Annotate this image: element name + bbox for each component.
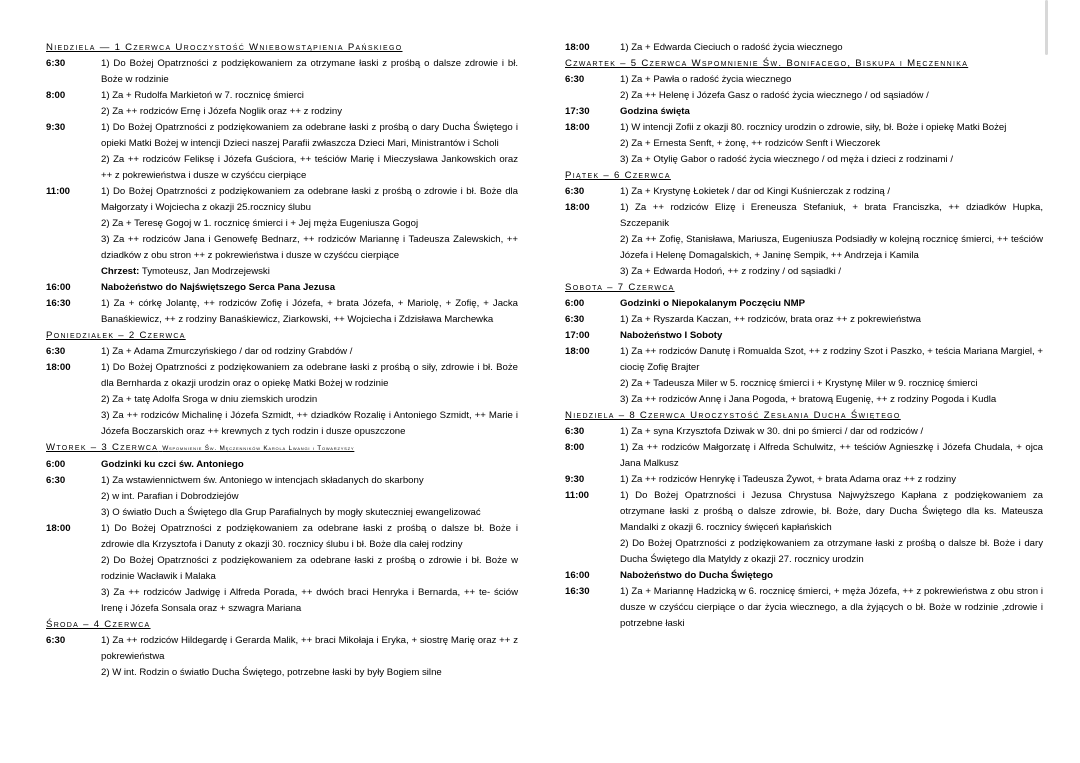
mass-row (46, 280, 518, 296)
mass-intentions (620, 40, 1043, 56)
mass-intentions (101, 344, 518, 360)
mass-time: 6:30 (565, 186, 585, 197)
mass-intentions (620, 72, 1043, 104)
intention: 1) Za + Edwarda Cieciuch o radość życia wiecznego (620, 42, 843, 53)
intention: 1) Do Bożej Opatrzności z podziękowaniem za odebrane łaski z prośbą o siły, zdrowie i bł. Boże dla Bernharda z okazji urodzin oraz o opiekę Matki Bożej w rodzinie (101, 362, 518, 389)
day-heading-title: Sobota – 7 Czerwca (565, 282, 675, 293)
scrollbar[interactable] (1045, 0, 1048, 55)
intention: 1) Do Bożej Opatrzności z podziękowaniem za otrzymane łaski z prośbą o dalsze zdrowie i bł. Boże w rodzinie (101, 58, 518, 85)
intention: 3) Za ++ rodziców Jana i Genowefę Bednarz, ++ rodziców Mariannę i Tadeusza Zalewskich, ++ dziadków z obu stron ++ z pokrewieństwa i dusze w czyśćcu cierpiące (101, 234, 518, 261)
intention: 2) Za ++ Zofię, Stanisława, Mariusza, Eugeniusza Podsiadły w kolejną rocznicę śmierci, ++ teściów Józefa i Helenę Domagalskich, + Janinę Sempik, ++ Andrzeja i Kamila (620, 234, 1043, 261)
mass-intentions (620, 424, 1043, 440)
intention: 1) Do Bożej Opatrzności i Jezusa Chrystusa Najwyższego Kapłana z podziękowaniem za otrzymane łaski z prośbą o dalsze zdrowie, bł. Boże, dary Ducha Świętego dla ks. Mateusza Mandalki z okazji 6. rocznicy święceń kapłańskich (620, 490, 1043, 533)
intention: 1) Do Bożej Opatrzności z podziękowaniem za odebrane łaski z prośbą o dary Ducha Świętego i opieki Matki Bożej w intencji Dzieci naszej Parafii zwłaszcza Dzieci Mari, Ministrantów i Scholi (101, 122, 518, 149)
mass-row (46, 521, 518, 617)
day-heading (565, 168, 1043, 184)
intention: 3) O światło Duch a Świętego dla Grup Parafialnych by mogły skuteczniej ewangelizować (101, 507, 481, 518)
intention: 1) Za + Rudolfa Markietoń w 7. rocznicę śmierci (101, 90, 304, 101)
intention: 1) Za ++ rodziców Małgorzatę i Alfreda Schulwitz, ++ teściów Agnieszkę i Józefa Chudala, + ojca Jana Malkusz (620, 442, 1043, 469)
intention: 2) Za + Ernesta Senft, + żonę, ++ rodziców Senft i Wieczorek (620, 138, 881, 149)
mass-intentions (620, 472, 1043, 488)
mass-time: 17:30 (565, 106, 590, 117)
intention: 1) Do Bożej Opatrzności z podziękowaniem za odebrane łaski z prośbą o zdrowie i bł. Boże dla Małgorzaty i Wojciecha z okazji 25.rocznicy ślubu (101, 186, 518, 213)
mass-time: 8:00 (46, 90, 66, 101)
intention: 1) Za + Pawła o radość życia wiecznego (620, 74, 792, 85)
mass-time: 11:00 (565, 490, 590, 501)
day-heading-title: Czwartek – 5 Czerwca Wspomnienie Św. Bonifacego, Biskupa i Męczennika (565, 58, 969, 69)
mass-row (565, 40, 1043, 56)
mass-time: 18:00 (46, 523, 71, 534)
mass-time: 6:00 (565, 298, 585, 309)
intention: 3) Za + Otylię Gabor o radość życia wiecznego / od męża i dzieci z rodzinami / (620, 154, 953, 165)
mass-time: 6:30 (46, 346, 66, 357)
mass-intentions (101, 56, 518, 88)
mass-row (565, 200, 1043, 280)
mass-row (46, 56, 518, 88)
mass-row (46, 88, 518, 120)
mass-intentions (101, 633, 518, 681)
mass-row (565, 328, 1043, 344)
day-heading (46, 328, 518, 344)
mass-time: 18:00 (565, 42, 590, 53)
intention: 3) Za ++ rodziców Annę i Jana Pogoda, + bratową Eugenię, ++ z rodziny Pogoda i Kudla (620, 394, 997, 405)
day-heading-title: Wtorek – 3 Czerwca (46, 442, 159, 453)
mass-intentions (620, 184, 1043, 200)
mass-intentions (620, 312, 1043, 328)
service-name: Nabożeństwo I Soboty (620, 330, 723, 341)
mass-row (46, 184, 518, 280)
mass-time: 6:30 (46, 635, 66, 646)
mass-intentions (101, 521, 518, 617)
intention: 1) Do Bożej Opatrzności z podziękowaniem za odebrane łaski z prośbą o dalsze bł. Boże i zdrowie dla Krzysztofa i Danuty z okazji 30. rocznicy ślubu i bł. Boże dla całej rodziny (101, 523, 518, 550)
intention: 2) Za + Teresę Gogoj w 1. rocznicę śmierci i + Jej męża Eugeniusza Gogoj (101, 218, 419, 229)
day-heading-title: Niedziela — 1 Czerwca Uroczystość Wniebowstąpienia Pańskiego (46, 42, 403, 53)
day-heading (565, 56, 1043, 72)
mass-row (565, 184, 1043, 200)
intention: 1) Za ++ rodziców Elizę i Ereneusza Stefaniuk, + brata Franciszka, ++ dziadków Hupka, Szczepanik (620, 202, 1043, 229)
mass-time: 6:30 (565, 426, 585, 437)
mass-time: 16:30 (46, 298, 71, 309)
intention: 1) Za + syna Krzysztofa Dziwak w 30. dni po śmierci / dar od rodziców / (620, 426, 924, 437)
service-name: Nabożeństwo do Ducha Świętego (620, 570, 773, 581)
intention: 2) Za + Tadeusza Miler w 5. rocznicę śmierci i + Krystynę Miler w 9. rocznicę śmierci (620, 378, 978, 389)
mass-row (46, 360, 518, 440)
day-heading (46, 617, 518, 633)
day-heading (565, 408, 1043, 424)
day-heading-title: Niedziela – 8 Czerwca Uroczystość Zesłania Ducha Świętego (565, 410, 901, 421)
day-heading-subtitle: Wspomnienie Św. Męczenników Karola Lwangi i Towarzyszy (162, 445, 355, 452)
mass-row (565, 472, 1043, 488)
intention: 3) Za + Edwarda Hodoń, ++ z rodziny / od sąsiadki / (620, 266, 842, 277)
service-name: Godzinki o Niepokalanym Poczęciu NMP (620, 298, 805, 309)
day-heading (46, 40, 518, 56)
mass-time: 18:00 (46, 362, 71, 373)
intention: 1) Za wstawiennictwem św. Antoniego w intencjach składanych do skarbony (101, 475, 424, 486)
mass-time: 8:00 (565, 442, 585, 453)
mass-intentions (101, 360, 518, 440)
baptism-label: Chrzest: (101, 266, 140, 277)
mass-row (46, 344, 518, 360)
mass-intentions (620, 296, 1043, 312)
intention: 1) Za ++ rodziców Henrykę i Tadeusza Żywot, + brata Adama oraz ++ z rodziny (620, 474, 957, 485)
mass-intentions (101, 473, 518, 521)
mass-intentions (101, 280, 518, 296)
mass-intentions (620, 120, 1043, 168)
mass-row (565, 104, 1043, 120)
intention: 2) W int. Rodzin o światło Ducha Świętego, potrzebne łaski by były Bogiem silne (101, 667, 442, 678)
mass-time: 16:00 (46, 282, 71, 293)
service-name: Nabożeństwo do Najświętszego Serca Pana Jezusa (101, 282, 336, 293)
intention: 2) Do Bożej Opatrzności z podziękowaniem za otrzymane łaski z prośbą o dalsze bł. Boże i dary Ducha Świętego dla Matyldy z okazji 27. rocznicy urodzin (620, 538, 1043, 565)
mass-time: 6:30 (565, 314, 585, 325)
mass-intentions (620, 104, 1043, 120)
mass-row (46, 473, 518, 521)
mass-row (46, 457, 518, 473)
mass-row (565, 488, 1043, 568)
mass-row (565, 120, 1043, 168)
intention (101, 264, 518, 280)
intention: 1) Za ++ rodziców Danutę i Romualda Szot, ++ z rodziny Szot i Paszko, + teścia Mariana Margiel, + ciocię Zofię Brajter (620, 346, 1043, 373)
mass-intentions (620, 328, 1043, 344)
mass-time: 18:00 (565, 122, 590, 133)
mass-row (565, 424, 1043, 440)
mass-time: 11:00 (46, 186, 71, 197)
right-column (565, 40, 1043, 632)
intention: 1) Za + córkę Jolantę, ++ rodziców Zofię i Józefa, + brata Józefa, + Mariolę, + Zofię, + Jacka Banaśkiewicz, ++ z rodziny Banaśkiewicz, Ziarkowski, ++ Wojciecha i Zdzisława Marchewka (101, 298, 518, 325)
mass-time: 18:00 (565, 346, 590, 357)
day-heading (46, 440, 518, 457)
intention: 3) Za ++ rodziców Michalinę i Józefa Szmidt, ++ dziadków Rozalię i Antoniego Szmidt, ++ Marie i Józefa Boczarskich oraz ++ krewnych z tych rodzin i dusze opuszczone (101, 410, 518, 437)
mass-row (565, 440, 1043, 472)
mass-intentions (620, 200, 1043, 280)
intention: 2) Za ++ rodziców Ernę i Józefa Noglik oraz ++ z rodziny (101, 106, 343, 117)
mass-time: 9:30 (565, 474, 585, 485)
left-column (46, 40, 518, 681)
mass-intentions (101, 457, 518, 473)
mass-intentions (620, 344, 1043, 408)
day-heading (565, 280, 1043, 296)
mass-row (46, 120, 518, 184)
mass-intentions (620, 488, 1043, 568)
mass-row (565, 296, 1043, 312)
intention: 1) Za + Adama Zmurczyńskiego / dar od rodziny Grabdów / (101, 346, 353, 357)
mass-time: 16:00 (565, 570, 590, 581)
mass-time: 6:00 (46, 459, 66, 470)
intention: 2) Za ++ rodziców Feliksę i Józefa Guściora, ++ teściów Marię i Mieczysława Jankowskich oraz ++ z pokrewieństwa i dusze w czyśćcu cierpiące (101, 154, 518, 181)
intention: 2) Za + tatę Adolfa Sroga w dniu ziemskich urodzin (101, 394, 318, 405)
mass-time: 6:30 (565, 74, 585, 85)
intention: 2) Za ++ Helenę i Józefa Gasz o radość życia wiecznego / od sąsiadów / (620, 90, 929, 101)
mass-time: 17:00 (565, 330, 590, 341)
mass-row (565, 344, 1043, 408)
mass-time: 16:30 (565, 586, 590, 597)
service-name: Godzinki ku czci św. Antoniego (101, 459, 244, 470)
intention: 2) w int. Parafian i Dobrodziejów (101, 491, 239, 502)
mass-time: 6:30 (46, 475, 66, 486)
mass-intentions (101, 184, 518, 280)
intention: 1) Za ++ rodziców Hildegardę i Gerarda Malik, ++ braci Mikołaja i Eryka, + siostrę Marię oraz ++ z pokrewieństwa (101, 635, 518, 662)
mass-row (46, 633, 518, 681)
mass-intentions (101, 88, 518, 120)
intention: 3) Za ++ rodziców Jadwigę i Alfreda Porada, ++ dwóch braci Henryka i Bernarda, ++ te- ściów Irenę i Józefa Sonsala oraz + szwagra Mariana (101, 587, 518, 614)
mass-intentions (620, 440, 1043, 472)
mass-row (565, 568, 1043, 584)
service-name: Godzina święta (620, 106, 690, 117)
mass-time: 9:30 (46, 122, 66, 133)
mass-row (46, 296, 518, 328)
baptism-names: Tymoteusz, Jan Modrzejewski (139, 266, 270, 277)
mass-row (565, 312, 1043, 328)
mass-row (565, 584, 1043, 632)
intention: 1) Za + Krystynę Łokietek / dar od Kingi Kuśnierczak z rodziną / (620, 186, 891, 197)
mass-intentions (620, 584, 1043, 632)
day-heading-title: Środa – 4 Czerwca (46, 619, 151, 630)
day-heading-title: Piątek – 6 Czerwca (565, 170, 671, 181)
intention: 1) Za + Mariannę Hadzicką w 6. rocznicę śmierci, + męża Józefa, ++ z pokrewieństwa z obu stron i dusze w czyśćcu cierpiące o dar życia wiecznego, a dla żyjących o bł. Boże w rodzinie ,zdrowie i potrzebne łaski (620, 586, 1043, 629)
intention: 1) W intencji Zofii z okazji 80. rocznicy urodzin o zdrowie, siły, bł. Boże i opiekę Matki Bożej (620, 122, 1007, 133)
intention: 1) Za + Ryszarda Kaczan, ++ rodziców, brata oraz ++ z pokrewieństwa (620, 314, 922, 325)
mass-intentions (101, 120, 518, 184)
mass-time: 18:00 (565, 202, 590, 213)
day-heading-title: Poniedziałek – 2 Czerwca (46, 330, 186, 341)
intention: 2) Do Bożej Opatrzności z podziękowaniem za odebrane łaski z prośbą o zdrowie i bł. Boże w rodzinie Wacławik i Malaka (101, 555, 518, 582)
mass-intentions (620, 568, 1043, 584)
mass-time: 6:30 (46, 58, 66, 69)
mass-intentions (101, 296, 518, 328)
mass-row (565, 72, 1043, 104)
